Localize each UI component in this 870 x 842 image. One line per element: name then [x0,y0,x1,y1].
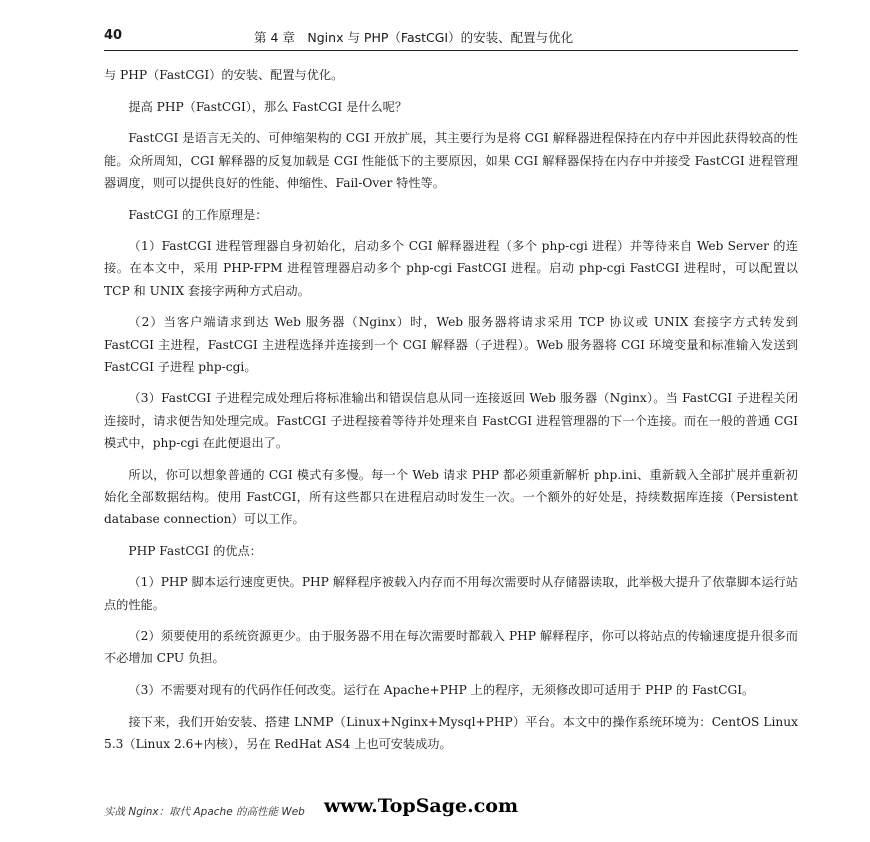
body-text [104,64,798,765]
paragraph: （1）PHP 脚本运行速度更快。PHP 解释程序被载入内存而不用每次需要时从存储器读取，此举极大提升了依靠脚本运行站点的性能。 [104,575,798,612]
paragraph: （3）不需要对现有的代码作任何改变。运行在 Apache+PHP 上的程序，无须修改即可适用于 PHP 的 FastCGI。 [128,683,755,698]
paragraph: 提高 PHP（FastCGI），那么 FastCGI 是什么呢？ [128,99,408,114]
paragraph: PHP FastCGI 的优点： [128,543,262,558]
paragraph: FastCGI 的工作原理是： [128,207,268,222]
footer-watermark: www.TopSage.com [324,795,519,817]
page-footer [104,794,798,822]
paragraph-continuation: 与 PHP（FastCGI）的安装、配置与优化。 [104,68,344,82]
paragraph: （1）FastCGI 进程管理器自身初始化，启动多个 CGI 解释器进程（多个 php-cgi 进程）并等待来自 Web Server 的连接。在本文中，采用 PHP-FPM 进程管理器启动多个 php-cgi FastCGI 进程。启动 php-cgi FastCGI 进程时，可以配置以 TCP 和 UNIX 套接字两种方式启动。 [104,239,798,298]
paragraph: FastCGI 是语言无关的、可伸缩架构的 CGI 开放扩展，其主要行为是将 CGI 解释器进程保持在内存中并因此获得较高的性能。众所周知，CGI 解释器的反复加载是 CGI 性能低下的主要原因，如果 CGI 解释器保持在内存中并接受 FastCGI 进程管理器调度，则可以提供良好的性能、伸缩性、Fail-Over 特性等。 [104,131,798,190]
paragraph: 接下来，我们开始安装、搭建 LNMP（Linux+Nginx+Mysql+PHP）平台。本文中的操作系统环境为：CentOS Linux 5.3（Linux 2.6+内核），另在 RedHat AS4 上也可安装成功。 [104,714,798,752]
paragraph: （2）当客户端请求到达 Web 服务器（Nginx）时，Web 服务器将请求采用 TCP 协议或 UNIX 套接字方式转发到 FastCGI 主进程，FastCGI 主进程选择并连接到一个 CGI 解释器（子进程）。Web 服务器将 CGI 环境变量和标准输入发送到 FastCGI 子进程 php-cgi。 [104,315,798,374]
paragraph: （2）须要使用的系统资源更少。由于服务器不用在每次需要时都载入 PHP 解释程序，你可以将站点的传输速度提升很多而不必增加 CPU 负担。 [104,629,798,666]
paragraph: 所以，你可以想象普通的 CGI 模式有多慢。每一个 Web 请求 PHP 都必须重新解析 php.ini、重新载入全部扩展并重新初始化全部数据结构。使用 FastCGI，所有这些都只在进程启动时发生一次。一个额外的好处是，持续数据库连接（Persistent database connection）可以工作。 [104,467,798,526]
footer-book-title: 实战 Nginx：取代 Apache 的高性能 Web [104,806,305,818]
paragraph: （3）FastCGI 子进程完成处理后将标准输出和错误信息从同一连接返回 Web 服务器（Nginx）。当 FastCGI 子进程关闭连接时，请求便告知处理完成。FastCGI 子进程接着等待并处理来自 FastCGI 进程管理器的下一个连接。而在一般的普通 CGI 模式中，php-cgi 在此便退出了。 [104,391,798,450]
page-header [104,26,798,51]
page-number: 40 [104,28,123,43]
chapter-title: 第 4 章 Nginx 与 PHP（FastCGI）的安装、配置与优化 [254,30,574,45]
